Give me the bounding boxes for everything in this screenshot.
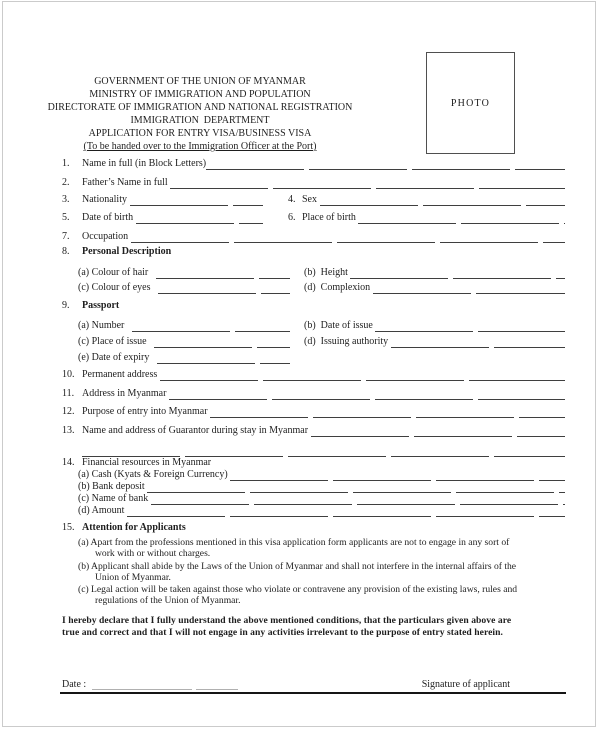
blank-line	[391, 335, 565, 348]
blank-line	[151, 493, 565, 505]
field-label: Permanent address	[82, 368, 160, 380]
section-heading: Financial resources in Myanmar	[82, 456, 212, 468]
field-row-passport-number-issue	[62, 319, 565, 332]
date-label: Date :	[62, 679, 89, 690]
field-label: Name in full (in Block Letters)	[82, 158, 207, 169]
field-fathers-name	[62, 176, 565, 189]
blank-line	[230, 469, 565, 481]
blank-line	[158, 281, 290, 294]
field-row-birth	[62, 211, 565, 224]
field-passport-number	[62, 319, 304, 332]
field-date-of-expiry	[62, 351, 304, 364]
field-label: Purpose of entry into Myanmar	[82, 405, 211, 417]
field-guarantor	[62, 424, 565, 437]
form-title: APPLICATION FOR ENTRY VISA/BUSINESS VISA	[88, 128, 312, 139]
field-guarantor-continuation	[62, 444, 565, 457]
field-cash	[62, 469, 565, 481]
blank-line	[82, 444, 565, 457]
date-blank-line	[92, 678, 238, 690]
signature-label: Signature of applicant	[421, 679, 510, 690]
field-address-in-myanmar	[62, 387, 565, 400]
visa-application-form-page	[2, 1, 596, 727]
section-personal-description	[62, 245, 565, 258]
item-number: 11.	[62, 387, 75, 399]
clause-text: Union of Myanmar.	[95, 572, 171, 583]
field-colour-of-hair	[62, 266, 304, 279]
field-label: (d) Issuing authority	[304, 335, 391, 347]
form-header	[30, 75, 370, 153]
field-date-of-issue	[304, 319, 565, 332]
item-number: 3.	[62, 193, 70, 205]
field-issuing-authority	[304, 335, 565, 348]
blank-line	[373, 281, 565, 294]
attention-clause-a	[78, 537, 565, 560]
header-line-department: IMMIGRATION DEPARTMENT	[130, 115, 270, 126]
section-heading: Attention for Applicants	[82, 521, 186, 533]
field-label: Sex	[302, 193, 320, 205]
blank-line	[157, 351, 290, 364]
field-label: Place of birth	[302, 211, 359, 223]
field-label: (c) Name of bank	[78, 492, 151, 504]
field-label: Name and address of Guarantor during stay in Myanmar	[82, 424, 311, 436]
blank-line	[358, 211, 565, 224]
blank-line	[156, 266, 290, 279]
field-row-nationality-sex	[62, 193, 565, 206]
photo-label: PHOTO	[450, 97, 491, 109]
field-label: Address in Myanmar	[82, 387, 169, 399]
item-number: 10.	[62, 368, 75, 380]
field-label: (c) Colour of eyes	[78, 282, 153, 293]
field-height	[304, 266, 565, 279]
field-label: (e) Date of expiry	[78, 351, 152, 363]
blank-line	[136, 211, 263, 224]
field-label: (b) Date of issue	[304, 319, 376, 331]
bottom-rule	[60, 692, 566, 694]
field-amount	[62, 505, 565, 517]
declaration-statement	[62, 615, 565, 639]
clause-text: (c) Legal action will be taken against those who violate or contravene any provision of the existing laws, rules and	[78, 583, 518, 595]
field-label: (b) Bank deposit	[78, 480, 148, 492]
field-label: Occupation	[82, 230, 131, 242]
blank-line	[154, 335, 290, 348]
blank-line	[169, 387, 565, 400]
blank-line	[206, 157, 565, 170]
field-place-of-issue	[62, 335, 304, 348]
field-label: (a) Number	[78, 319, 127, 331]
field-name-in-full	[62, 157, 565, 170]
blank-line	[170, 176, 565, 189]
item-number: 13.	[62, 424, 75, 436]
blank-line	[350, 266, 565, 279]
declaration-line: I hereby declare that I fully understand the above mentioned conditions, that the particulars given above are	[62, 614, 512, 626]
field-bank-deposit	[62, 481, 565, 493]
blank-line	[131, 230, 565, 243]
attention-clause-b	[78, 561, 565, 584]
field-permanent-address	[62, 368, 565, 381]
clause-text: regulations of the Union of Myanmar.	[95, 595, 241, 606]
blank-line	[375, 319, 565, 332]
section-passport	[62, 299, 565, 312]
item-number: 6.	[288, 211, 296, 223]
field-date-of-birth	[62, 211, 288, 224]
blank-line	[311, 424, 565, 437]
item-number: 9.	[62, 299, 70, 311]
header-line-government: GOVERNMENT OF THE UNION OF MYANMAR	[94, 76, 306, 87]
field-row-passport-expiry	[62, 351, 565, 364]
field-purpose-of-entry	[62, 405, 565, 418]
declaration-line: true and correct and that I will not engage in any activities irrelevant to the purpose of entry stated herein.	[62, 626, 503, 638]
blank-line	[127, 505, 565, 517]
item-number: 5.	[62, 211, 70, 223]
form-subtitle: (To be handed over to the Immigration Officer at the Port)	[83, 141, 317, 152]
blank-line	[130, 193, 264, 206]
field-nationality	[62, 193, 288, 206]
item-number: 1.	[62, 158, 70, 169]
item-number: 2.	[62, 176, 70, 188]
item-number: 8.	[62, 246, 70, 257]
blank-line	[210, 405, 565, 418]
item-number: 7.	[62, 230, 70, 242]
field-label: (d) Amount	[78, 504, 127, 516]
field-label: Date of birth	[82, 211, 136, 223]
section-heading: Passport	[82, 299, 120, 311]
blank-line	[147, 481, 565, 493]
section-attention-for-applicants	[62, 521, 565, 534]
field-place-of-birth	[288, 211, 565, 224]
field-label: (a) Colour of hair	[78, 266, 151, 278]
item-number: 4.	[288, 193, 296, 205]
form-fields	[62, 157, 565, 639]
clause-text: work with or without charges.	[95, 548, 211, 559]
field-complexion	[304, 281, 565, 294]
field-label: (d) Complexion	[304, 282, 373, 293]
field-row-eyes-complexion	[62, 281, 565, 294]
field-sex	[288, 193, 565, 206]
field-label: Nationality	[82, 193, 130, 205]
header-line-directorate: DIRECTORATE OF IMMIGRATION AND NATIONAL REGISTRATION	[47, 102, 353, 113]
section-heading: Personal Description	[82, 246, 172, 257]
clause-text: (b) Applicant shall abide by the Laws of the Union of Myanmar and shall not interfere in the internal affairs of the	[78, 560, 517, 572]
clause-text: (a) Apart from the professions mentioned in this visa application form applicants are not to engage in any sort of	[78, 536, 510, 548]
field-row-hair-height	[62, 266, 565, 279]
field-name-of-bank	[62, 493, 565, 505]
footer-row	[62, 676, 565, 690]
section-financial-resources	[62, 457, 565, 469]
blank-line	[160, 368, 565, 381]
field-label: (a) Cash (Kyats & Foreign Currency)	[78, 468, 231, 480]
field-label: (b) Height	[304, 266, 351, 278]
field-label: (c) Place of issue	[78, 335, 150, 347]
item-number: 15.	[62, 521, 75, 533]
photo-box	[426, 52, 515, 154]
field-row-passport-place-authority	[62, 335, 565, 348]
item-number: 14.	[62, 456, 75, 468]
field-occupation	[62, 230, 565, 243]
item-number: 12.	[62, 405, 75, 417]
header-line-ministry: MINISTRY OF IMMIGRATION AND POPULATION	[89, 89, 311, 100]
blank-line	[132, 319, 290, 332]
field-colour-of-eyes	[62, 281, 304, 294]
blank-line	[320, 193, 566, 206]
field-label: Father’s Name in full	[82, 176, 171, 188]
attention-clause-c	[78, 584, 565, 607]
